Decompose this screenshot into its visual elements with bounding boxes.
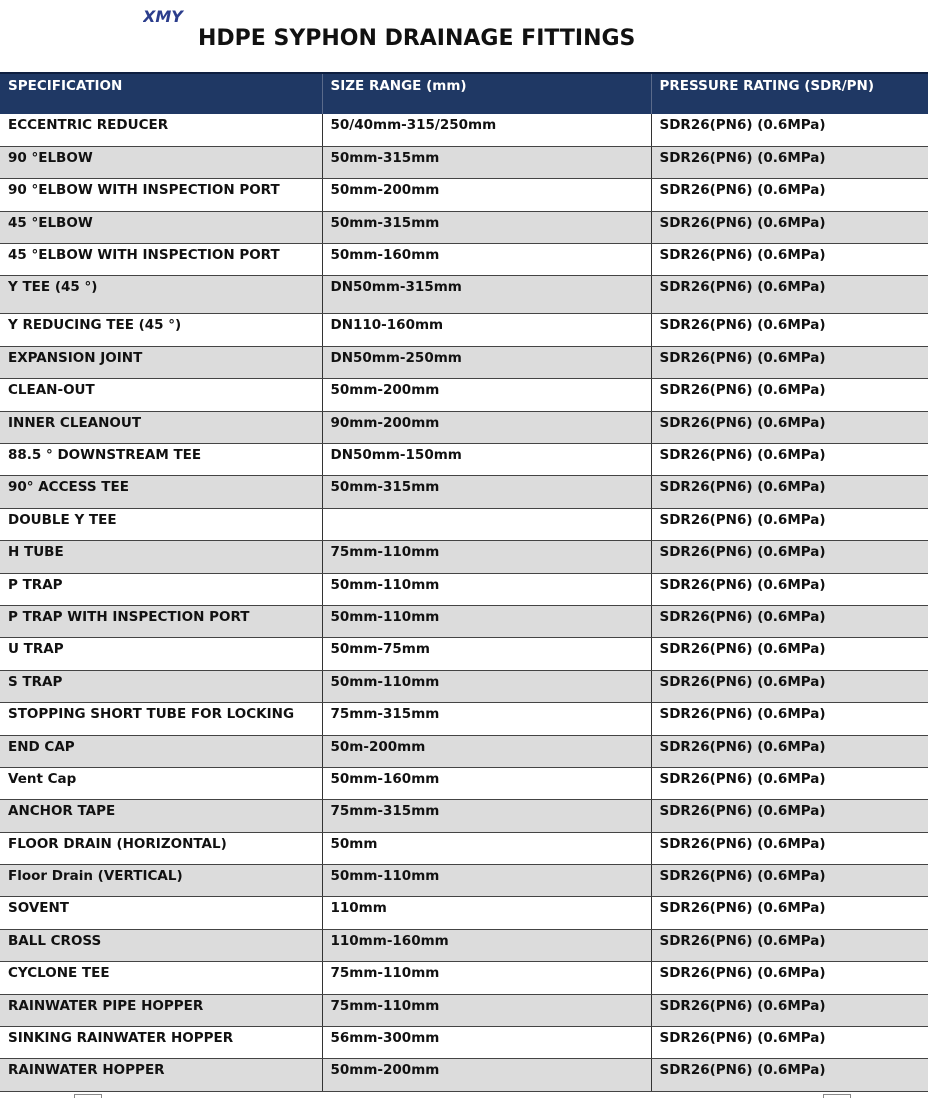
page-corner-mark-left	[74, 1094, 102, 1098]
header-size-range: SIZE RANGE (mm)	[322, 73, 651, 114]
table-row	[0, 767, 928, 799]
table-row	[0, 897, 928, 929]
cell-size-range: 50mm-110mm	[322, 605, 651, 637]
cell-size-range: DN50mm-150mm	[322, 444, 651, 476]
cell-specification: RAINWATER HOPPER	[0, 1059, 322, 1091]
cell-specification: CLEAN-OUT	[0, 379, 322, 411]
table-row	[0, 476, 928, 508]
brand-logo-text: XMY	[143, 7, 183, 25]
cell-size-range: 90mm-200mm	[322, 411, 651, 443]
cell-size-range: 50mm-75mm	[322, 638, 651, 670]
cell-pressure-rating: SDR26(PN6) (0.6MPa)	[651, 670, 928, 702]
table-row	[0, 444, 928, 476]
cell-pressure-rating: SDR26(PN6) (0.6MPa)	[651, 411, 928, 443]
cell-size-range: 50mm-110mm	[322, 573, 651, 605]
cell-size-range: 75mm-315mm	[322, 800, 651, 832]
cell-pressure-rating: SDR26(PN6) (0.6MPa)	[651, 276, 928, 314]
cell-specification: STOPPING SHORT TUBE FOR LOCKING	[0, 703, 322, 735]
table-row	[0, 244, 928, 276]
cell-pressure-rating: SDR26(PN6) (0.6MPa)	[651, 897, 928, 929]
cell-pressure-rating: SDR26(PN6) (0.6MPa)	[651, 638, 928, 670]
cell-pressure-rating: SDR26(PN6) (0.6MPa)	[651, 832, 928, 864]
cell-size-range: 110mm-160mm	[322, 929, 651, 961]
cell-specification: Vent Cap	[0, 767, 322, 799]
table-row	[0, 276, 928, 314]
cell-size-range: 75mm-315mm	[322, 703, 651, 735]
cell-pressure-rating: SDR26(PN6) (0.6MPa)	[651, 211, 928, 243]
cell-pressure-rating: SDR26(PN6) (0.6MPa)	[651, 767, 928, 799]
table-row	[0, 411, 928, 443]
cell-specification: 45 °ELBOW WITH INSPECTION PORT	[0, 244, 322, 276]
cell-pressure-rating: SDR26(PN6) (0.6MPa)	[651, 929, 928, 961]
cell-specification: BALL CROSS	[0, 929, 322, 961]
cell-specification: ECCENTRIC REDUCER	[0, 114, 322, 146]
cell-specification: INNER CLEANOUT	[0, 411, 322, 443]
cell-specification: CYCLONE TEE	[0, 962, 322, 994]
cell-size-range: 56mm-300mm	[322, 1027, 651, 1059]
table-row	[0, 508, 928, 540]
cell-pressure-rating: SDR26(PN6) (0.6MPa)	[651, 703, 928, 735]
cell-specification: EXPANSION JOINT	[0, 346, 322, 378]
cell-specification: DOUBLE Y TEE	[0, 508, 322, 540]
cell-size-range: 75mm-110mm	[322, 962, 651, 994]
table-row	[0, 638, 928, 670]
table-row	[0, 929, 928, 961]
table-body	[0, 114, 928, 1091]
header-specification: SPECIFICATION	[0, 73, 322, 114]
cell-pressure-rating: SDR26(PN6) (0.6MPa)	[651, 962, 928, 994]
table-row	[0, 573, 928, 605]
cell-size-range: 75mm-110mm	[322, 994, 651, 1026]
page-corner-mark-right	[823, 1094, 851, 1098]
cell-pressure-rating: SDR26(PN6) (0.6MPa)	[651, 1059, 928, 1091]
cell-size-range: DN50mm-315mm	[322, 276, 651, 314]
table-row	[0, 703, 928, 735]
cell-pressure-rating: SDR26(PN6) (0.6MPa)	[651, 346, 928, 378]
cell-specification: SOVENT	[0, 897, 322, 929]
table-row	[0, 114, 928, 146]
cell-pressure-rating: SDR26(PN6) (0.6MPa)	[651, 994, 928, 1026]
cell-specification: RAINWATER PIPE HOPPER	[0, 994, 322, 1026]
table-row	[0, 994, 928, 1026]
cell-pressure-rating: SDR26(PN6) (0.6MPa)	[651, 314, 928, 346]
cell-size-range	[322, 508, 651, 540]
cell-specification: P TRAP WITH INSPECTION PORT	[0, 605, 322, 637]
cell-specification: P TRAP	[0, 573, 322, 605]
cell-pressure-rating: SDR26(PN6) (0.6MPa)	[651, 735, 928, 767]
table-row	[0, 865, 928, 897]
table-row	[0, 346, 928, 378]
cell-size-range: 75mm-110mm	[322, 541, 651, 573]
table-row	[0, 314, 928, 346]
table-row	[0, 379, 928, 411]
cell-size-range: 110mm	[322, 897, 651, 929]
cell-size-range: 50mm-160mm	[322, 244, 651, 276]
cell-size-range: 50mm	[322, 832, 651, 864]
cell-specification: 90 °ELBOW	[0, 146, 322, 178]
table-row	[0, 179, 928, 211]
cell-specification: SINKING RAINWATER HOPPER	[0, 1027, 322, 1059]
cell-specification: 88.5 ° DOWNSTREAM TEE	[0, 444, 322, 476]
table-row	[0, 832, 928, 864]
table-row	[0, 1027, 928, 1059]
cell-specification: FLOOR DRAIN (HORIZONTAL)	[0, 832, 322, 864]
cell-pressure-rating: SDR26(PN6) (0.6MPa)	[651, 573, 928, 605]
cell-specification: Y TEE (45 °)	[0, 276, 322, 314]
cell-size-range: 50mm-200mm	[322, 1059, 651, 1091]
cell-specification: H TUBE	[0, 541, 322, 573]
cell-pressure-rating: SDR26(PN6) (0.6MPa)	[651, 541, 928, 573]
cell-specification: ANCHOR TAPE	[0, 800, 322, 832]
cell-size-range: 50m-200mm	[322, 735, 651, 767]
cell-pressure-rating: SDR26(PN6) (0.6MPa)	[651, 1027, 928, 1059]
cell-size-range: 50mm-160mm	[322, 767, 651, 799]
table-row	[0, 735, 928, 767]
cell-pressure-rating: SDR26(PN6) (0.6MPa)	[651, 476, 928, 508]
table-row	[0, 1059, 928, 1091]
cell-size-range: 50mm-315mm	[322, 476, 651, 508]
cell-pressure-rating: SDR26(PN6) (0.6MPa)	[651, 146, 928, 178]
cell-size-range: 50/40mm-315/250mm	[322, 114, 651, 146]
cell-specification: U TRAP	[0, 638, 322, 670]
cell-pressure-rating: SDR26(PN6) (0.6MPa)	[651, 114, 928, 146]
cell-pressure-rating: SDR26(PN6) (0.6MPa)	[651, 379, 928, 411]
cell-size-range: 50mm-315mm	[322, 211, 651, 243]
cell-specification: Floor Drain (VERTICAL)	[0, 865, 322, 897]
cell-specification: 90° ACCESS TEE	[0, 476, 322, 508]
table-row	[0, 670, 928, 702]
cell-size-range: DN50mm-250mm	[322, 346, 651, 378]
cell-size-range: DN110-160mm	[322, 314, 651, 346]
cell-specification: 90 °ELBOW WITH INSPECTION PORT	[0, 179, 322, 211]
cell-specification: END CAP	[0, 735, 322, 767]
table-row	[0, 605, 928, 637]
cell-pressure-rating: SDR26(PN6) (0.6MPa)	[651, 444, 928, 476]
header-pressure-rating: PRESSURE RATING (SDR/PN)	[651, 73, 928, 114]
cell-size-range: 50mm-315mm	[322, 146, 651, 178]
cell-pressure-rating: SDR26(PN6) (0.6MPa)	[651, 179, 928, 211]
cell-pressure-rating: SDR26(PN6) (0.6MPa)	[651, 605, 928, 637]
table-header-row	[0, 73, 928, 114]
table-row	[0, 146, 928, 178]
cell-size-range: 50mm-200mm	[322, 179, 651, 211]
brand-logo	[143, 7, 189, 25]
cell-size-range: 50mm-200mm	[322, 379, 651, 411]
cell-specification: 45 °ELBOW	[0, 211, 322, 243]
table-row	[0, 800, 928, 832]
cell-size-range: 50mm-110mm	[322, 865, 651, 897]
cell-pressure-rating: SDR26(PN6) (0.6MPa)	[651, 800, 928, 832]
cell-specification: Y REDUCING TEE (45 °)	[0, 314, 322, 346]
fittings-table	[0, 72, 928, 1092]
document-title: HDPE SYPHON DRAINAGE FITTINGS	[198, 26, 636, 51]
cell-pressure-rating: SDR26(PN6) (0.6MPa)	[651, 508, 928, 540]
cell-pressure-rating: SDR26(PN6) (0.6MPa)	[651, 244, 928, 276]
table-row	[0, 211, 928, 243]
table-row	[0, 962, 928, 994]
table-row	[0, 541, 928, 573]
cell-specification: S TRAP	[0, 670, 322, 702]
cell-size-range: 50mm-110mm	[322, 670, 651, 702]
cell-pressure-rating: SDR26(PN6) (0.6MPa)	[651, 865, 928, 897]
